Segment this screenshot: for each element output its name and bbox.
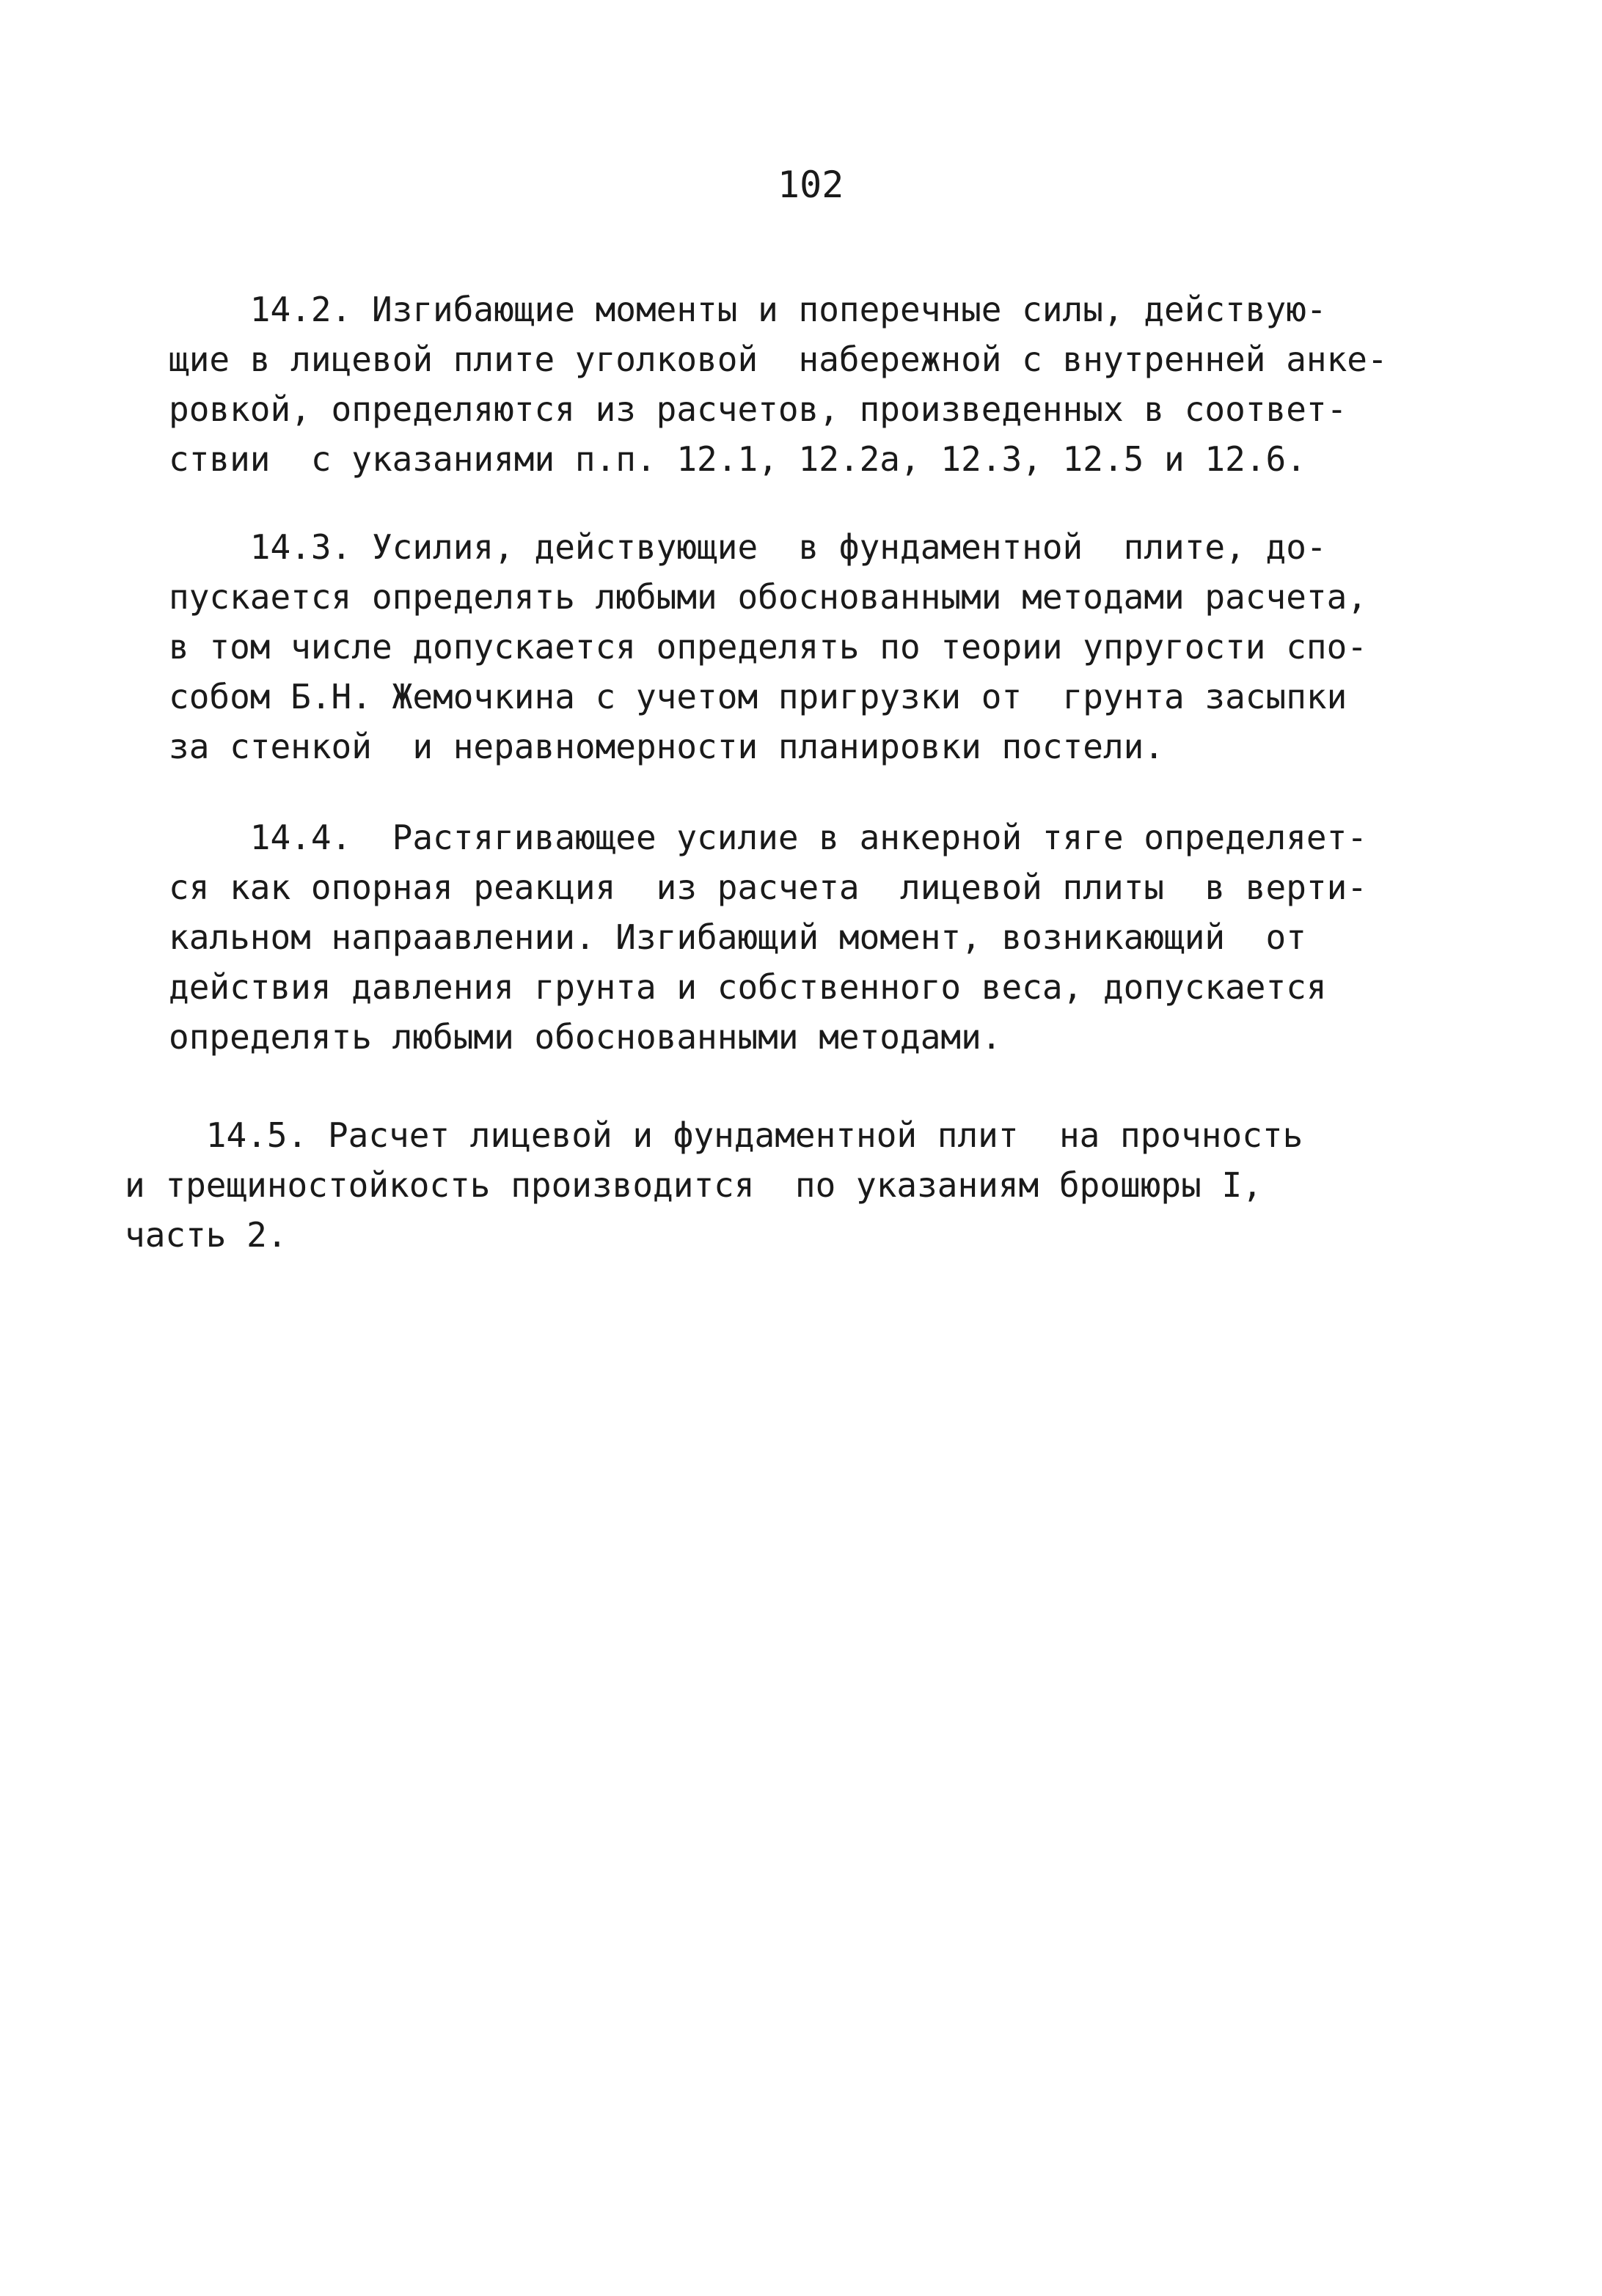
text-line: кальном напраавлении. Изгибающий момент, возникающий от — [169, 917, 1306, 957]
text-line: определять любыми обоснованными методами. — [169, 1017, 1002, 1057]
text-line: за стенкой и неравномерности планировки постели. — [169, 727, 1165, 766]
paragraph-14-2 — [169, 285, 1388, 484]
paragraph-14-3 — [169, 522, 1367, 771]
text-line: ся как опорная реакция из расчета лицевой плиты в верти- — [169, 868, 1367, 907]
text-line: 14.5. Расчет лицевой и фундаментной плит на прочность — [125, 1115, 1303, 1155]
text-line: 14.2. Изгибающие моменты и поперечные силы, действую- — [169, 290, 1327, 329]
text-line: действия давления грунта и собственного веса, допускается — [169, 967, 1327, 1007]
text-line: часть 2. — [125, 1215, 288, 1255]
text-line: в том числе допускается определять по теории упругости спо- — [169, 627, 1367, 667]
text-line: ствии с указаниями п.п. 12.1, 12.2а, 12.3, 12.5 и 12.6. — [169, 439, 1306, 479]
page-number: 102 — [778, 164, 844, 206]
text-line: 14.3. Усилия, действующие в фундаментной плите, до- — [169, 527, 1327, 567]
text-line: щие в лицевой плите уголковой набережной с внутренней анке- — [169, 340, 1388, 379]
text-line: пускается определять любыми обоснованными методами расчета, — [169, 577, 1367, 617]
text-line: 14.4. Растягивающее усилие в анкерной тяге определяет- — [169, 818, 1367, 857]
text-line: ровкой, определяются из расчетов, произведенных в соответ- — [169, 389, 1347, 429]
text-line: и трещиностойкость производится по указаниям брошюры I, — [125, 1165, 1262, 1205]
paragraph-14-5 — [125, 1110, 1303, 1260]
paragraph-14-4 — [169, 813, 1367, 1062]
text-line: собом Б.Н. Жемочкина с учетом пригрузки от грунта засыпки — [169, 677, 1347, 716]
